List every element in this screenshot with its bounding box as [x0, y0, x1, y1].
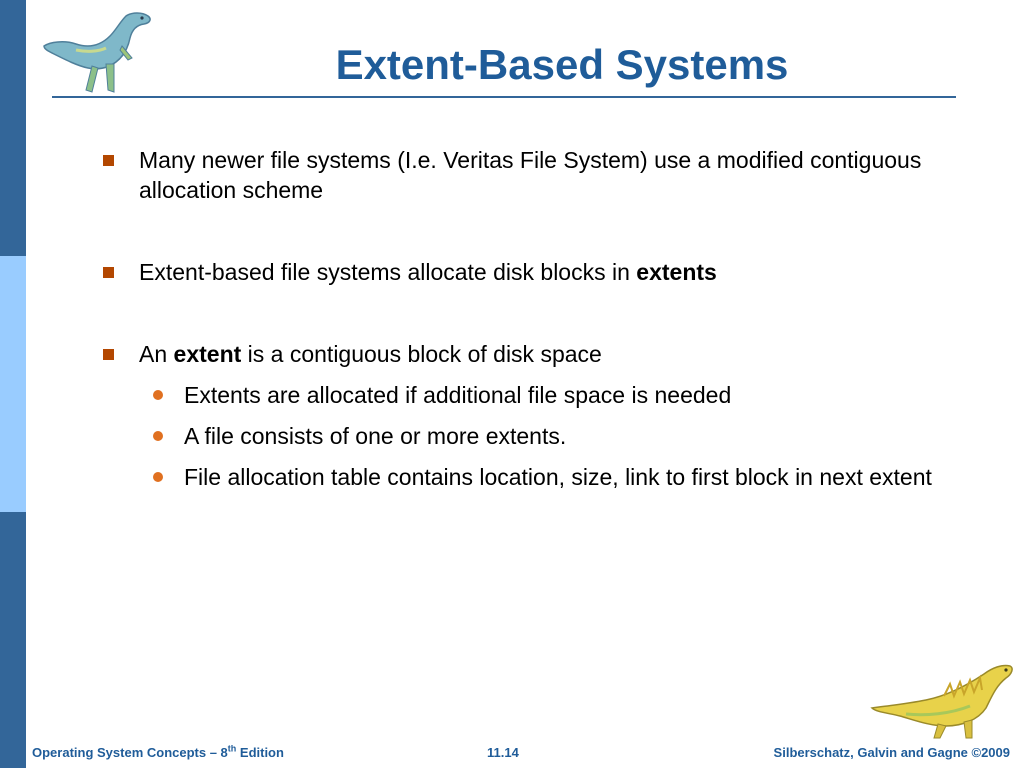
- footer-page-number: 11.14: [487, 745, 519, 760]
- round-bullet-icon: [153, 472, 163, 482]
- title-divider: [52, 96, 956, 98]
- slide-content: [100, 145, 960, 492]
- bullet-text: Extent-based file systems allocate disk blocks in: [139, 259, 637, 285]
- footer-authors: Silberschatz, Galvin and Gagne ©2009: [773, 745, 1010, 760]
- bullet-item: [100, 339, 960, 369]
- sub-bullet-item: [100, 462, 960, 492]
- sub-bullet-item: [100, 380, 960, 410]
- bullet-item: [100, 257, 960, 287]
- sidebar-top: [0, 0, 26, 256]
- footer-book-title: Operating System Concepts – 8th Edition: [32, 743, 284, 760]
- bullet-text: An: [139, 341, 174, 367]
- bullet-text: Many newer file systems (I.e. Veritas File System) use a modified contiguous allocation scheme: [139, 147, 922, 203]
- square-bullet-icon: [103, 155, 114, 166]
- sub-bullet-text: File allocation table contains location, size, link to first block in next extent: [184, 464, 932, 490]
- square-bullet-icon: [103, 267, 114, 278]
- bullet-item: [100, 145, 960, 205]
- round-bullet-icon: [153, 431, 163, 441]
- sub-bullet-text: Extents are allocated if additional file space is needed: [184, 382, 732, 408]
- round-bullet-icon: [153, 390, 163, 400]
- page-title: Extent-Based Systems: [335, 41, 789, 88]
- bullet-bold-term: extent: [173, 341, 242, 367]
- sub-bullet-text: A file consists of one or more extents.: [184, 423, 567, 449]
- sidebar-bottom: [0, 512, 26, 768]
- dinosaur-logo-icon: [36, 6, 156, 98]
- sidebar-middle: [0, 256, 26, 512]
- square-bullet-icon: [103, 349, 114, 360]
- sub-bullet-item: [100, 421, 960, 451]
- bullet-bold-term: extents: [636, 259, 717, 285]
- bullet-text-tail: is a contiguous block of disk space: [241, 341, 602, 367]
- dinosaur-logo-icon: [866, 656, 1016, 740]
